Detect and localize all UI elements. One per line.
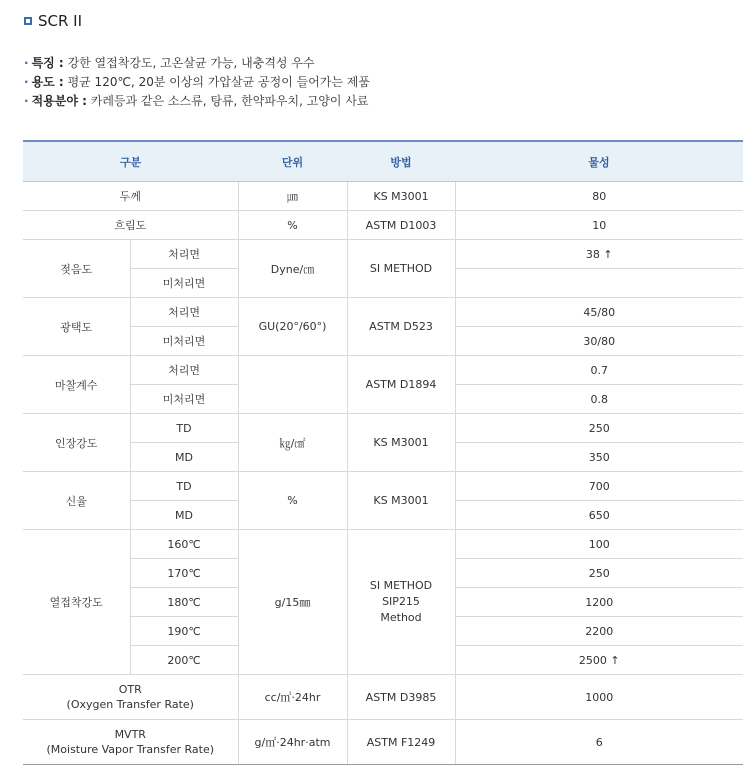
row-sub: 처리면	[130, 298, 238, 327]
row-method: SI METHOD	[347, 240, 455, 298]
row-method: KS M3001	[347, 182, 455, 211]
row-sub: TD	[130, 414, 238, 443]
row-method: ASTM D1003	[347, 211, 455, 240]
page-title	[24, 12, 82, 30]
row-method: ASTM D523	[347, 298, 455, 356]
usage-label: 용도 :	[31, 75, 64, 89]
application-label: 적용분야 :	[31, 94, 87, 108]
row-unit: g/15㎜	[238, 530, 347, 675]
row-sub: 190℃	[130, 617, 238, 646]
row-value: 0.7	[455, 356, 743, 385]
row-sub: MD	[130, 501, 238, 530]
row-value: 45/80	[455, 298, 743, 327]
table-row	[23, 240, 743, 269]
table-row	[23, 472, 743, 501]
usage-text: 평균 120℃, 20분 이상의 가압살균 공정이 들어가는 제품	[67, 75, 370, 89]
table-header	[23, 141, 743, 182]
row-name: 신율	[23, 472, 130, 530]
table-row	[23, 211, 743, 240]
name-line: (Moisture Vapor Transfer Rate)	[46, 743, 215, 756]
row-name: 두께	[23, 182, 238, 211]
row-value: 100	[455, 530, 743, 559]
table-row	[23, 356, 743, 385]
table-row	[23, 182, 743, 211]
row-name: 인장강도	[23, 414, 130, 472]
row-name: 젖음도	[23, 240, 130, 298]
dot-icon: ·	[24, 75, 29, 89]
feature-item	[24, 54, 370, 73]
row-value	[455, 269, 743, 298]
row-value: 250	[455, 414, 743, 443]
row-sub: TD	[130, 472, 238, 501]
row-unit: GU(20°/60°)	[238, 298, 347, 356]
name-line: OTR	[118, 683, 142, 696]
application-item	[24, 92, 370, 111]
row-sub: 처리면	[130, 356, 238, 385]
properties-table	[23, 140, 743, 765]
row-method: ASTM D3985	[347, 675, 455, 720]
feature-label: 특징 :	[31, 56, 64, 70]
row-sub: 180℃	[130, 588, 238, 617]
row-sub: 170℃	[130, 559, 238, 588]
row-method: ASTM D1894	[347, 356, 455, 414]
header-unit: 단위	[238, 141, 347, 182]
row-value: 2500 ↑	[455, 646, 743, 675]
header-category: 구분	[23, 141, 238, 182]
row-method: KS M3001	[347, 414, 455, 472]
row-value: 650	[455, 501, 743, 530]
row-sub: MD	[130, 443, 238, 472]
row-unit: ㎛	[238, 182, 347, 211]
usage-item	[24, 73, 370, 92]
row-unit: %	[238, 211, 347, 240]
row-sub: 처리면	[130, 240, 238, 269]
row-sub: 미처리면	[130, 327, 238, 356]
row-value: 0.8	[455, 385, 743, 414]
row-method	[347, 530, 455, 675]
row-name: 광택도	[23, 298, 130, 356]
row-value: 700	[455, 472, 743, 501]
row-unit	[238, 356, 347, 414]
row-value: 80	[455, 182, 743, 211]
feature-text: 강한 열접착강도, 고온살균 가능, 내충격성 우수	[67, 56, 315, 70]
row-value: 250	[455, 559, 743, 588]
row-value: 30/80	[455, 327, 743, 356]
table-row	[23, 298, 743, 327]
row-value: 38 ↑	[455, 240, 743, 269]
title-text: SCR II	[38, 12, 83, 30]
table-row	[23, 414, 743, 443]
row-sub: 200℃	[130, 646, 238, 675]
feature-list	[24, 54, 370, 111]
row-unit: g/㎡·24hr·atm	[238, 720, 347, 765]
row-name	[23, 675, 238, 720]
row-value: 1200	[455, 588, 743, 617]
row-method: ASTM F1249	[347, 720, 455, 765]
row-name: 흐림도	[23, 211, 238, 240]
row-value: 6	[455, 720, 743, 765]
row-name	[23, 720, 238, 765]
row-unit: ㎏/㎠	[238, 414, 347, 472]
header-method: 방법	[347, 141, 455, 182]
method-line: SI METHOD	[369, 579, 433, 592]
header-value: 물성	[455, 141, 743, 182]
row-sub: 160℃	[130, 530, 238, 559]
dot-icon: ·	[24, 56, 29, 70]
row-value: 2200	[455, 617, 743, 646]
row-method: KS M3001	[347, 472, 455, 530]
table-row	[23, 530, 743, 559]
method-line: SIP215	[382, 595, 420, 608]
name-line: MVTR	[114, 728, 146, 741]
square-bullet-icon	[24, 17, 32, 25]
row-value: 350	[455, 443, 743, 472]
application-text: 카레등과 같은 소스류, 탕류, 한약파우치, 고양이 사료	[90, 94, 369, 108]
name-line: (Oxygen Transfer Rate)	[66, 698, 194, 711]
row-sub: 미처리면	[130, 269, 238, 298]
row-value: 1000	[455, 675, 743, 720]
row-unit: Dyne/㎝	[238, 240, 347, 298]
row-value: 10	[455, 211, 743, 240]
table-row	[23, 675, 743, 720]
row-unit: cc/㎡·24hr	[238, 675, 347, 720]
table-row	[23, 720, 743, 765]
dot-icon: ·	[24, 94, 29, 108]
row-sub: 미처리면	[130, 385, 238, 414]
row-name: 마찰계수	[23, 356, 130, 414]
method-line: Method	[380, 611, 422, 624]
row-name: 열접착강도	[23, 530, 130, 675]
row-unit: %	[238, 472, 347, 530]
